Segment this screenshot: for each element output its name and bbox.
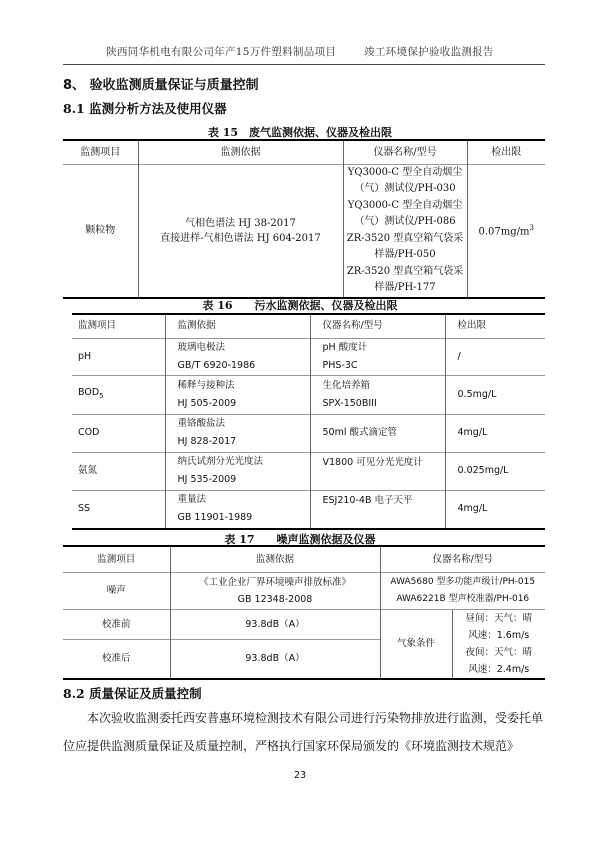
table-row xyxy=(72,490,545,529)
header-right: 竣工环境保护验收监测报告 xyxy=(364,46,494,58)
basis-cell xyxy=(165,490,310,529)
weather-line: 风速：2.4m/s xyxy=(468,663,530,675)
limit-cell: / xyxy=(445,338,545,375)
basis-line: 纳氏试剂分光光度法 xyxy=(177,456,264,467)
table-row xyxy=(72,338,545,375)
header-cell: 监测依据 xyxy=(170,546,380,572)
item-cell: 颗粒物 xyxy=(63,164,138,298)
header-cell: 监测依据 xyxy=(138,140,343,164)
item-cell xyxy=(72,375,165,414)
table-row xyxy=(72,452,545,490)
instrument-cell xyxy=(310,490,445,529)
basis-cell xyxy=(138,164,343,298)
instrument-line: AWA5680 型多功能声级计/PH-015 xyxy=(390,576,536,587)
limit-cell: 4mg/L xyxy=(445,414,545,452)
value-cell: 93.8dB（A） xyxy=(170,639,380,679)
table17 xyxy=(63,545,545,680)
table15-caption: 表 15 废气监测依据、仪器及检出限 xyxy=(207,126,393,139)
instrument-line: PHS-3C xyxy=(322,359,358,371)
table-header-row xyxy=(63,546,545,572)
header-cell: 检出限 xyxy=(445,314,545,338)
table17-caption: 表 17 噪声监测依据及仪器 xyxy=(224,533,376,546)
weather-cell xyxy=(452,609,545,679)
item-cell: 校准前 xyxy=(63,609,170,639)
table-row xyxy=(72,375,545,414)
table-row xyxy=(72,414,545,452)
instrument-line: ZR-3520 型真空箱气袋采 xyxy=(346,265,464,277)
basis-line: HJ 505-2009 xyxy=(177,397,237,409)
basis-line: GB 11901-1989 xyxy=(177,512,253,524)
table15 xyxy=(63,139,545,299)
item-cell: COD xyxy=(72,414,165,452)
table-row xyxy=(63,164,545,298)
instrument-line: AWA6221B 型声校准器/PH-016 xyxy=(396,593,530,604)
table-row xyxy=(63,609,545,639)
item-cell: SS xyxy=(72,490,165,529)
instrument-line: ESJ210-4B 电子天平 xyxy=(322,494,413,506)
table-header-row xyxy=(72,314,545,338)
instrument-line: SPX-150BIII xyxy=(322,397,377,409)
body-paragraph: 本次验收监测委托西安普惠环境检测技术有限公司进行污染物排放进行监测，受委托单位应提供监测质量保证及质量控制，严格执行国家环保局颁发的《环境监测技术规范》 xyxy=(63,711,544,753)
item-cell: 氨氮 xyxy=(72,452,165,490)
basis-line: 气相色谱法 HJ 38-2017 xyxy=(185,217,296,229)
item-cell: 噪声 xyxy=(63,572,170,609)
basis-line: 《工业企业厂界环境噪声排放标准》 xyxy=(198,576,351,588)
item-text: BOD xyxy=(78,387,100,399)
basis-cell xyxy=(165,452,310,490)
header-cell: 监测项目 xyxy=(97,553,136,565)
header-cell: 仪器名称/型号 xyxy=(343,140,467,164)
item-cell: pH xyxy=(72,338,165,375)
limit-value: 0.07mg/m xyxy=(478,226,530,238)
instrument-line: 生化培养箱 xyxy=(322,379,371,391)
instrument-cell xyxy=(343,164,467,298)
weather-line: 夜间：天气：晴 xyxy=(465,646,532,658)
basis-line: 稀释与接种法 xyxy=(177,379,235,391)
instrument-line: YQ3000-C 型全自动烟尘 xyxy=(347,199,463,211)
weather-line: 风速：1.6m/s xyxy=(468,629,530,641)
header-rule xyxy=(63,64,545,65)
instrument-line: 样器/PH-050 xyxy=(374,249,436,260)
limit-cell: 4mg/L xyxy=(445,490,545,529)
subsection-title-8-2: 8.2 质量保证及质量控制 xyxy=(63,686,202,701)
basis-line: GB 12348-2008 xyxy=(237,593,313,605)
basis-cell xyxy=(170,572,380,609)
header-cell: 仪器名称/型号 xyxy=(310,314,445,338)
instrument-line: （气）测试仪/PH-086 xyxy=(354,216,456,227)
instrument-line: ZR-3520 型真空箱气袋采 xyxy=(346,232,464,244)
instrument-line: （气）测试仪/PH-030 xyxy=(354,183,456,194)
item-cell: 校准后 xyxy=(63,639,170,679)
basis-line: HJ 828-2017 xyxy=(177,436,237,447)
header-cell: 检出限 xyxy=(467,140,545,164)
basis-cell xyxy=(165,414,310,452)
basis-line: 玻璃电极法 xyxy=(177,341,226,353)
basis-line: HJ 535-2009 xyxy=(177,474,237,485)
header-cell: 监测项目 xyxy=(78,320,117,332)
instrument-cell xyxy=(310,452,445,490)
basis-line: 直接进样-气相色谱法 HJ 604-2017 xyxy=(160,232,321,244)
instrument-line: V1800 可见分光光度计 xyxy=(322,456,423,468)
basis-cell xyxy=(165,338,310,375)
table16-caption: 表 16 污水监测依据、仪器及检出限 xyxy=(202,299,398,312)
weather-line: 昼间：天气：晴 xyxy=(465,612,532,624)
basis-line: GB/T 6920-1986 xyxy=(177,359,256,371)
basis-cell xyxy=(165,375,310,414)
table-row xyxy=(63,572,545,609)
header-cell: 监测项目 xyxy=(80,146,121,158)
instrument-cell xyxy=(310,338,445,375)
item-subscript: 5 xyxy=(99,391,104,400)
instrument-cell xyxy=(310,375,445,414)
section-title: 8、 验收监测质量保证与质量控制 xyxy=(63,78,259,93)
instrument-cell xyxy=(310,414,445,452)
table16 xyxy=(72,313,545,530)
basis-line: 重铬酸盐法 xyxy=(177,418,226,429)
header-left: 陕西同华机电有限公司年产15万件塑料制品项目 xyxy=(106,46,337,58)
instrument-cell xyxy=(380,572,545,609)
limit-cell: 0.025mg/L xyxy=(445,452,545,490)
instrument-line: 50ml 酸式滴定管 xyxy=(322,427,398,438)
limit-cell xyxy=(467,164,545,298)
value-cell: 93.8dB（A） xyxy=(170,609,380,639)
page-header xyxy=(0,44,600,59)
instrument-line: YQ3000-C 型全自动烟尘 xyxy=(347,166,463,178)
weather-label-cell: 气象条件 xyxy=(380,609,452,679)
table-header-row xyxy=(63,140,545,164)
subsection-title-8-1: 8.1 监测分析方法及使用仪器 xyxy=(63,101,227,116)
page-number: 23 xyxy=(293,770,307,781)
header-cell: 仪器名称/型号 xyxy=(380,546,545,572)
basis-line: 重量法 xyxy=(177,494,207,506)
limit-superscript: 3 xyxy=(529,224,534,233)
instrument-line: 样器/PH-177 xyxy=(374,282,436,293)
header-cell: 监测依据 xyxy=(165,314,310,338)
instrument-line: pH 酸度计 xyxy=(322,341,368,353)
limit-cell: 0.5mg/L xyxy=(445,375,545,414)
